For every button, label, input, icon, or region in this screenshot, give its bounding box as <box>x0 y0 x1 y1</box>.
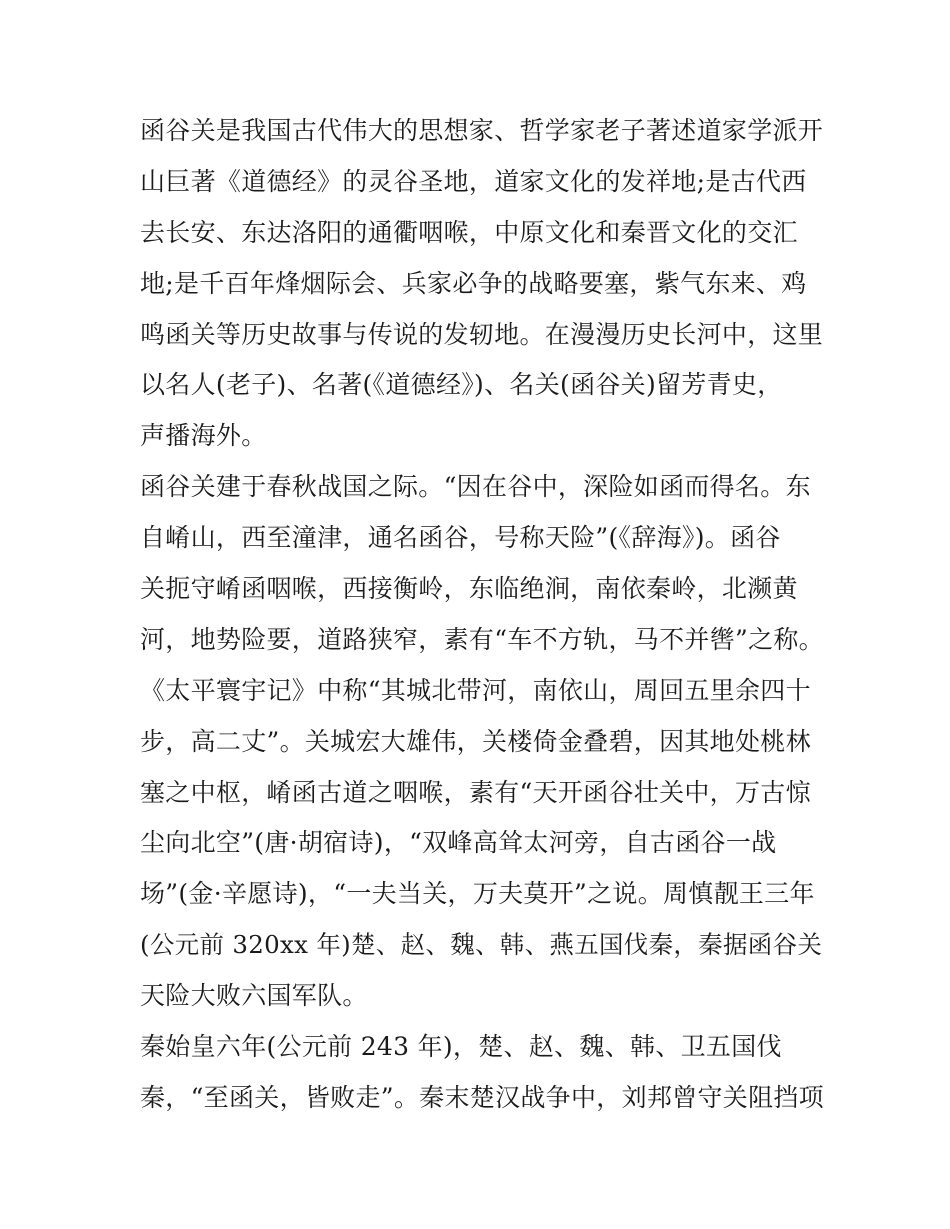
text-line: 步，高二丈”。关城宏大雄伟，关楼倚金叠碧，因其地处桃林 <box>140 726 811 756</box>
text-line: 鸣函关等历史故事与传说的发轫地。在漫漫历史长河中，这里 <box>140 319 824 349</box>
text-line: 函谷关是我国古代伟大的思想家、哲学家老子著述道家学派开 <box>140 116 824 145</box>
text-line: 天险大败六国军队。 <box>140 981 368 1011</box>
text-line: 塞之中枢，崤函古道之咽喉，素有“天开函谷壮关中，万古惊 <box>140 777 811 807</box>
text-line: 《太平寰宇记》中称“其城北带河，南依山，周回五里余四十 <box>140 675 811 705</box>
text-line: 以名人(老子)、名著(《道德经》)、名关(函谷关)留芳青史， <box>140 370 783 400</box>
text-line: 河，地势险要，道路狭窄，素有“车不方轨，马不并辔”之称。 <box>140 624 824 654</box>
text-line: 秦，“至函关，皆败走”。秦末楚汉战争中，刘邦曾守关阻挡项 <box>140 1082 824 1112</box>
text-line: 声播海外。 <box>140 421 267 451</box>
text-line: 场”(金·辛愿诗)，“一夫当关，万夫莫开”之说。周慎靓王三年 <box>140 879 815 909</box>
text-line: 去长安、东达洛阳的通衢咽喉，中原文化和秦晋文化的交汇 <box>140 217 798 247</box>
text-line: 函谷关建于春秋战国之际。“因在谷中，深险如函而得名。东 <box>140 472 811 502</box>
text-line: 关扼守崤函咽喉，西接衡岭，东临绝涧，南依秦岭，北濒黄 <box>140 574 798 604</box>
text-line: 地;是千百年烽烟际会、兵家必争的战略要塞，紫气东来、鸡 <box>140 268 807 298</box>
text-line: 山巨著《道德经》的灵谷圣地，道家文化的发祥地;是古代西 <box>140 166 807 196</box>
text-line: 自崤山，西至潼津，通名函谷，号称天险”(《辞海》)。函谷 <box>140 523 781 553</box>
body-text <box>140 106 830 1124</box>
text-line: 秦始皇六年(公元前 243 年)，楚、赵、魏、韩、卫五国伐 <box>140 1032 782 1062</box>
text-line: 尘向北空”(唐·胡宿诗)，“双峰高耸太河旁，自古函谷一战 <box>140 828 777 858</box>
text-line: (公元前 320xx 年)楚、赵、魏、韩、燕五国伐秦，秦据函谷关 <box>140 930 823 960</box>
